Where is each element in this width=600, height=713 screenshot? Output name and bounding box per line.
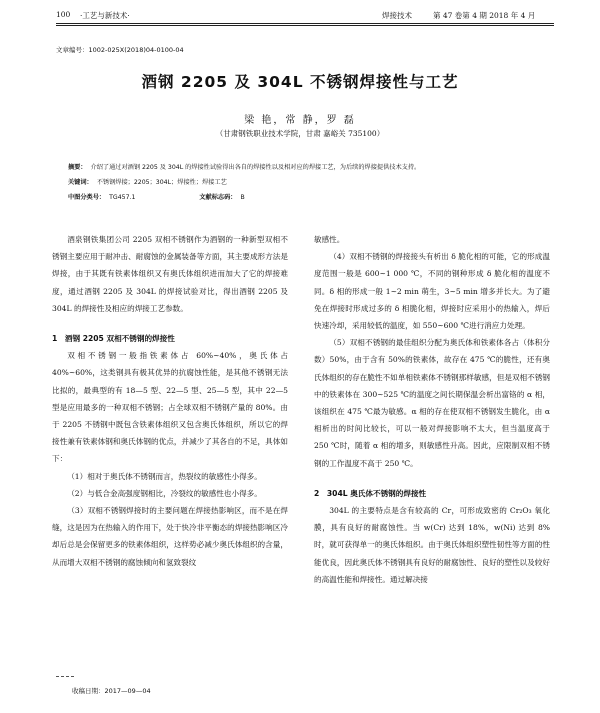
code-label: 文献标志码： bbox=[199, 194, 237, 201]
received-date: 收稿日期：2017—09—04 bbox=[72, 687, 151, 695]
list-item: （3）双相不锈钢焊接时的主要问题在焊接热影响区，而不是在焊缝，这是因为在热输入的作用下，处于快冷非平衡态的焊接热影响区冷却后总是会保留更多的铁素体组织，这样势必减少奥氏体组织的含量，从而增大双相不锈钢的腐蚀倾向和氢致裂纹 bbox=[52, 506, 288, 567]
journal-name: 焊接技术 bbox=[382, 11, 412, 20]
abstract bbox=[68, 162, 420, 171]
page-number: 100 bbox=[56, 10, 71, 19]
journal-section: ·工艺与新技术· bbox=[80, 11, 130, 20]
article-title: 酒钢 2205 及 304L 不锈钢焊接性与工艺 bbox=[141, 73, 459, 91]
left-column bbox=[52, 231, 288, 571]
keywords-text: 不锈钢焊接；2205；304L；焊接性；焊接工艺 bbox=[96, 179, 227, 186]
affiliation: （甘肃钢铁职业技术学院，甘肃 嘉峪关 735100） bbox=[215, 129, 385, 138]
intro-paragraph: 酒泉钢铁集团公司 2205 双相不锈钢作为酒钢的一种新型双相不锈钢主要应用于耐冲击、耐腐蚀的金属装备等方面，其主要成形方法是焊接，由于其既有铁素体组织又有奥氏体组织进而加大了它的焊接难度，通过酒钢 2205 及 304L 的焊接试验对比，得出酒钢 2205 及 304L 的焊接性及相应的焊接工艺参数。 bbox=[52, 235, 288, 313]
authors: 梁 艳，常 静，罗 磊 bbox=[244, 115, 356, 126]
abstract-label: 摘要： bbox=[68, 164, 87, 171]
list-item: （2）与低合金高强度钢相比，冷裂纹的敏感性也小得多。 bbox=[67, 488, 262, 498]
clc-label: 中图分类号： bbox=[68, 194, 106, 201]
keywords-label: 关键词： bbox=[68, 179, 93, 186]
section-2-heading: 2 304L 奥氏体不锈钢的焊接性 bbox=[314, 488, 427, 498]
continuation-text: 敏感性。 bbox=[314, 235, 345, 244]
code-value: B bbox=[240, 194, 245, 201]
abstract-text: 介绍了通过对酒钢 2205 及 304L 的焊接性试验得出各自的焊接性以及相对应的焊接工艺，为后续的焊接提供技术支持。 bbox=[90, 164, 421, 171]
article-id: 文章编号：1002-025X(2018)04-0100-04 bbox=[56, 46, 184, 54]
classification bbox=[68, 192, 245, 201]
list-item: （5）双相不锈钢的最佳组织分配为奥氏体和铁素体各占（体积分数）50%，由于含有 50%的铁素体，故存在 475 ℃的脆性，还有奥氏体组织的存在脆性不如单相铁素体不锈钢那样敏感，但是双相不锈钢中的铁素体在 300~525 ℃的温度之间长期保温会析出富铬的 α 相，该组织在 475 ℃最为敏感。α 相的存在使双相不锈钢发生脆化，由 α 相析出的时间比较长，可以一般对焊接影响不太大，但当温度高于 250 ℃时，随着 α 相的增多，则敏感性升高。因此，应限制双相不锈钢的工作温度不高于 250 ℃。 bbox=[314, 338, 550, 468]
list-item: （1）相对于奥氏体不锈钢而言，热裂纹的敏感性小得多。 bbox=[67, 471, 262, 481]
header-rule bbox=[56, 23, 554, 24]
section-2-paragraph: 304L 的主要特点是含有较高的 Cr，可形成致密的 Cr₂O₃ 氧化膜，具有良好的耐腐蚀性。当 w(Cr) 达到 18%，w(Ni) 达到 8% 时，就可获得单一的奥氏体组织。由于奥氏体组织塑性韧性等方面的性能优良，因此奥氏体不锈钢具有良好的耐腐蚀性、良好的塑性以及较好的高温性能和焊接性。通过解决接 bbox=[314, 506, 550, 584]
header-rule-double bbox=[56, 25, 554, 26]
footnote-rule bbox=[56, 676, 74, 677]
right-column bbox=[314, 231, 550, 588]
section-1-heading: 1 酒钢 2205 双相不锈钢的焊接性 bbox=[52, 334, 175, 344]
clc-value: TG457.1 bbox=[109, 194, 136, 201]
list-item: （4）双相不锈钢的焊接接头有析出 δ 脆化相的可能，它的形成温度范围一般是 600~1 000 ℃，不同的钢种形成 δ 脆化相的温度不同。δ 相的形成一般 1~2 min 萌生，3~5 min 增多并长大。为了避免在焊接时形成过多的 δ 相脆化相，焊接时应采用小的热输入，焊后快速冷却，采用较低的温度，如 550~600 ℃进行消应力处理。 bbox=[314, 252, 550, 331]
section-1-paragraph: 双相不锈钢一般指铁素体占 60%~40%，奥氏体占 40%~60%，这类钢具有极其优异的抗腐蚀性能，是其他不锈钢无法比拟的，最典型的有 18—5 型、22—5 型、25—5 型，其中 22—5 型是应用最多的一种双相不锈钢；占全球双相不锈钢产量的 80%。由于 2205 不锈钢中既包含铁素体组织又包含奥氏体组织，所以它的焊接性兼有铁素体钢和奥氏体钢的优点，并减少了其各自的不足，具体如下： bbox=[52, 351, 288, 464]
issue-info: 第 47 卷第 4 期 2018 年 4 月 bbox=[433, 11, 536, 20]
keywords bbox=[68, 177, 227, 186]
